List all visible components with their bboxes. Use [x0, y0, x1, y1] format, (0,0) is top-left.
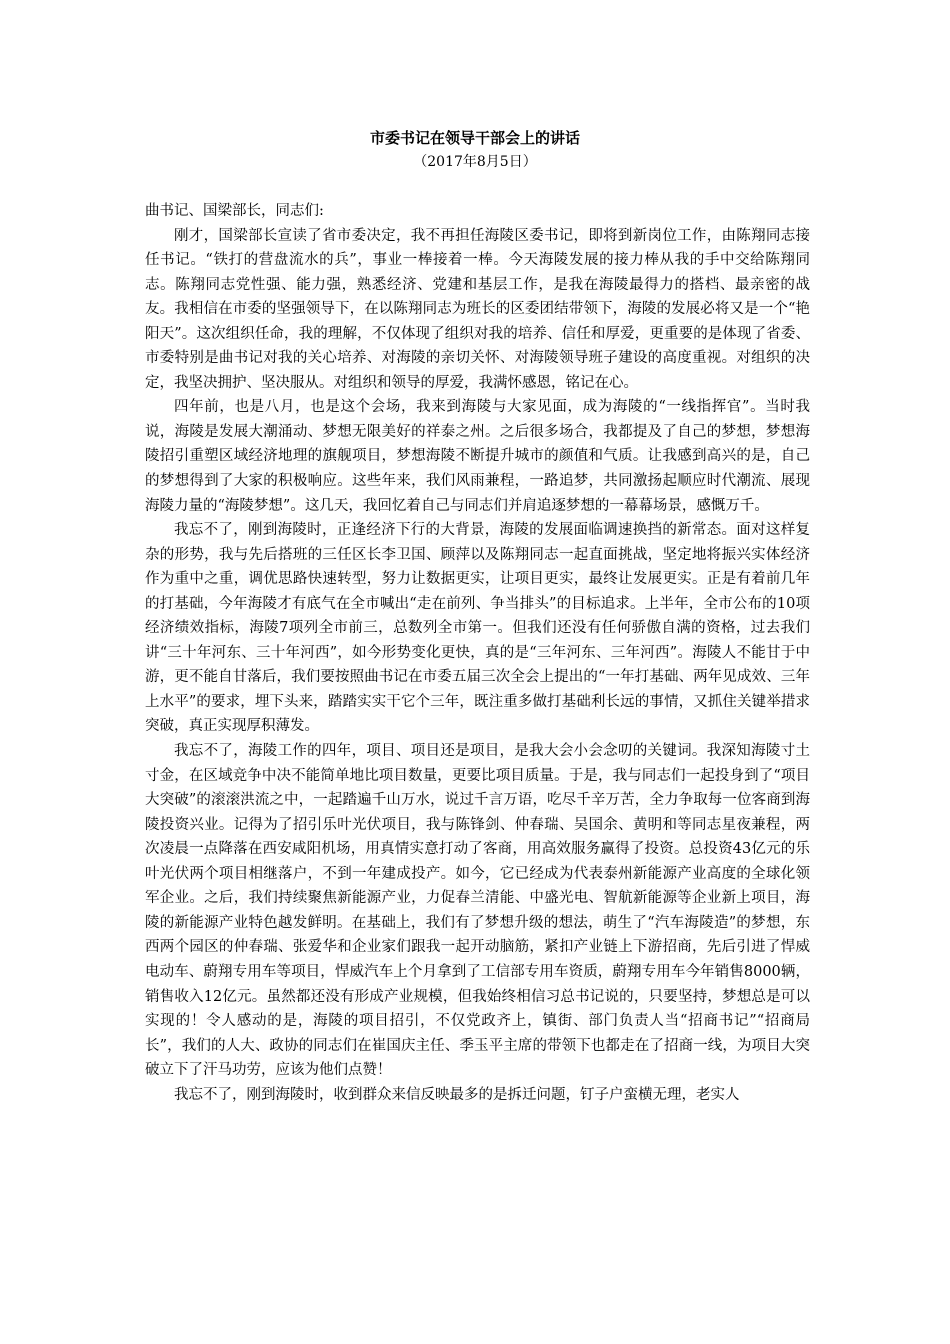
paragraph: 我忘不了，海陵工作的四年，项目、项目还是项目，是我大会小会念叨的关键词。我深知海陵寸土寸金，在区域竞争中决不能简单地比项目数量，更要比项目质量。于是，我与同志们一起投身到了“项目大突破”的滚滚洪流之中，一起踏遍千山万水，说过千言万语，吃尽千辛万苦，全力争取每一位客商到海陵投资兴业。记得为了招引乐叶光伏项目，我与陈锋剑、仲春瑞、吴国余、黄明和等同志星夜兼程，两次凌晨一点降落在西安咸阳机场，用真情实意打动了客商，用高效服务赢得了投资。总投资43亿元的乐叶光伏两个项目相继落户，不到一年建成投产。如今，它已经成为代表泰州新能源产业高度的全球化领军企业。之后，我们持续聚焦新能源产业，力促春兰清能、中盛光电、智航新能源等企业新上项目，海陵的新能源产业特色越发鲜明。在基础上，我们有了梦想升级的想法，萌生了“汽车海陵造”的梦想，东西两个园区的仲春瑞、张爱华和企业家们跟我一起开动脑筋，紧扣产业链上下游招商，先后引进了悍威电动车、蔚翔专用车等项目，悍威汽车上个月拿到了工信部专用车资质，蔚翔专用车今年销售8000辆，销售收入12亿元。虽然都还没有形成产业规模，但我始终相信习总书记说的，只要坚持，梦想总是可以实现的！令人感动的是，海陵的项目招引，不仅党政齐上，镇街、部门负责人当“招商书记”“招商局长”，我们的人大、政协的同志们在崔国庆主任、季玉平主席的带领下也都走在了招商一线，为项目大突破立下了汗马功劳，应该为他们点赞！ [145, 743, 810, 1079]
paragraph: 刚才，国梁部长宣读了省市委决定，我不再担任海陵区委书记，即将到新岗位工作，由陈翔同志接任书记。“铁打的营盘流水的兵”，事业一棒接着一棒。今天海陵发展的接力棒从我的手中交给陈翔同志。陈翔同志党性强、能力强，熟悉经济、党建和基层工作，是我在海陵最得力的搭档、最亲密的战友。我相信在市委的坚强领导下，在以陈翔同志为班长的区委团结带领下，海陵的发展必将又是一个“艳阳天”。这次组织任命，我的理解，不仅体现了组织对我的培养、信任和厚爱，更重要的是体现了省委、市委特别是曲书记对我的关心培养、对海陵的亲切关怀、对海陵领导班子建设的高度重视。对组织的决定，我坚决拥护、坚决服从。对组织和领导的厚爱，我满怀感恩，铭记在心。 [145, 227, 810, 391]
document-date: （2017年8月5日） [413, 154, 537, 170]
document-body [145, 199, 810, 1107]
paragraph: 四年前，也是八月，也是这个会场，我来到海陵与大家见面，成为海陵的“一线指挥官”。当时我说，海陵是发展大潮涌动、梦想无限美好的祥泰之州。之后很多场合，我都提及了自己的梦想，梦想海陵招引重塑区域经济地理的旗舰项目，梦想海陵不断提升城市的颜值和气质。让我感到高兴的是，自己的梦想得到了大家的积极响应。这些年来，我们风雨兼程，一路追梦，共同激扬起顺应时代潮流、展现海陵力量的“海陵梦想”。这几天，我回忆着自己与同志们并肩追逐梦想的一幕幕场景，感慨万千。 [145, 399, 810, 514]
paragraph: 我忘不了，刚到海陵时，收到群众来信反映最多的是拆迁问题，钉子户蛮横无理，老实人 [174, 1086, 740, 1103]
salutation: 曲书记、国梁部长，同志们: [145, 203, 324, 219]
document-title: 市委书记在领导干部会上的讲话 [369, 129, 580, 147]
paragraph: 我忘不了，刚到海陵时，正逢经济下行的大背景，海陵的发展面临调速换挡的新常态。面对这样复杂的形势，我与先后搭班的三任区长李卫国、顾萍以及陈翔同志一起直面挑战，坚定地将振兴实体经济作为重中之重，调优思路快速转型，努力让数据更实，让项目更实，最终让发展更实。正是有着前几年的打基础，今年海陵才有底气在全市喊出“走在前列、争当排头”的目标追求。上半年，全市公布的10项经济绩效指标，海陵7项列全市前三，总数列全市第一。但我们还没有任何骄傲自满的资格，过去我们讲“三十年河东、三十年河西”，如今形势变化更快，真的是“三年河东、三年河西”。海陵人不能甘于中游，更不能自甘落后，我们要按照曲书记在市委五届三次全会上提出的“一年打基础、两年见成效、三年上水平”的要求，埋下头来，踏踏实实干它个三年，既注重多做打基础利长远的事情，又抓住关键举措求突破，真正实现厚积薄发。 [145, 522, 810, 735]
